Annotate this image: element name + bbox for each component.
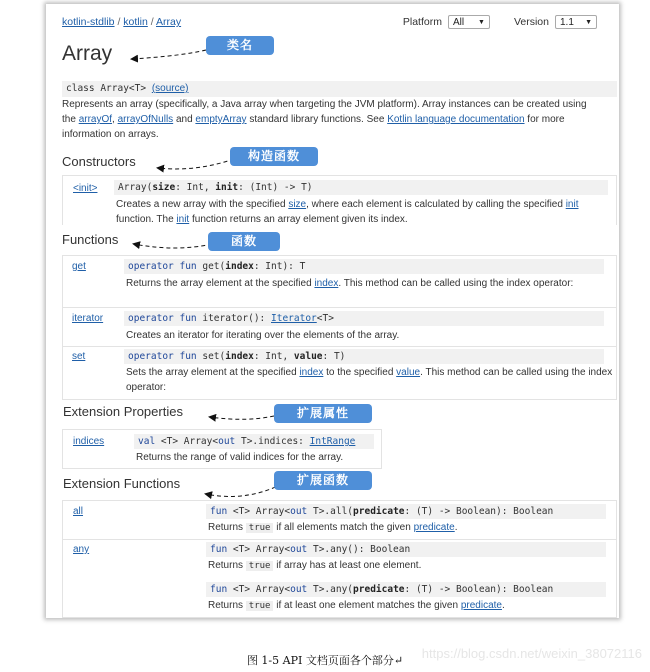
callout-arrows [46, 4, 619, 618]
keyword: operator fun [128, 313, 197, 324]
chevron-down-icon: ▼ [478, 18, 485, 26]
iterator-description: Creates an iterator for iterating over the elements of the array. [126, 330, 400, 341]
desc-text: . This method can be called using the index operator: [338, 278, 574, 289]
desc-text: Returns [208, 560, 246, 571]
desc-text: if all elements match the given [273, 522, 414, 533]
breadcrumb-root-link[interactable]: kotlin-stdlib [62, 16, 115, 28]
desc-text: Sets the array element at the specified [126, 367, 300, 378]
sig-text: : (T) -> Boolean): Boolean [404, 584, 554, 595]
sig-text: T>.indices: [235, 436, 310, 447]
kotlin-docs-link[interactable]: Kotlin language documentation [387, 114, 525, 125]
indices-description: Returns the range of valid indices for the array. [136, 452, 344, 463]
constructor-arrow [158, 159, 234, 169]
desc-text: . This method can be called using the index operator: [126, 367, 613, 393]
version-label: Version [513, 16, 549, 28]
desc-text: Returns the array element at the specified [126, 278, 315, 289]
intrange-link[interactable]: IntRange [309, 436, 356, 447]
source-link[interactable]: (source) [151, 83, 189, 94]
description-text: , [112, 114, 118, 125]
callout-class-name: 类名 [206, 36, 274, 55]
predicate-link[interactable]: predicate [413, 522, 455, 533]
breadcrumb-package-link[interactable]: kotlin [123, 16, 148, 28]
init-link[interactable]: init [565, 199, 579, 210]
value-link[interactable]: value [396, 367, 421, 378]
screenshot-frame [46, 4, 619, 618]
callout-constructor: 构造函数 [230, 147, 318, 166]
indices-link[interactable]: indices [73, 436, 105, 447]
keyword: operator fun [128, 261, 197, 272]
constructors-heading: Constructors [62, 154, 136, 169]
param-value: value [293, 351, 323, 362]
any-link[interactable]: any [73, 544, 90, 555]
predicate-link[interactable]: predicate [460, 600, 502, 611]
init-link[interactable]: init [176, 214, 190, 225]
keyword: fun [210, 584, 228, 595]
chevron-down-icon: ▼ [585, 18, 592, 26]
sig-text: : (Int) -> T) [238, 182, 313, 193]
desc-text: Returns [208, 600, 246, 611]
description-text: standard library functions. See [246, 114, 388, 125]
extension-properties-heading: Extension Properties [63, 404, 183, 419]
emptyarray-link[interactable]: emptyArray [195, 114, 247, 125]
param-predicate: predicate [353, 584, 405, 595]
sig-text: : Int, [253, 351, 294, 362]
sig-text: <T> Array< [227, 584, 291, 595]
breadcrumb-separator: / [147, 16, 156, 28]
sig-text: : Int, [175, 182, 216, 193]
callout-ext-funcs: 扩展函数 [274, 471, 372, 490]
desc-text: Creates a new array with the specified [116, 199, 289, 210]
desc-text: if array has at least one element. [273, 560, 422, 571]
sig-text: get( [196, 261, 226, 272]
set-link[interactable]: set [72, 351, 86, 362]
arrayofnulls-link[interactable]: arrayOfNulls [117, 114, 174, 125]
page-title: Array [62, 42, 113, 65]
keyword: out [290, 544, 308, 555]
param-size: size [152, 182, 176, 193]
sig-text: <T> Array< [155, 436, 219, 447]
class-signature: Array<T> [94, 83, 152, 94]
sig-text: : Int): T [253, 261, 306, 272]
keyword: fun [210, 544, 228, 555]
ext-funcs-arrow [206, 484, 282, 496]
sig-text: T>.any( [307, 584, 354, 595]
sig-text: T>.all( [307, 506, 354, 517]
param-init: init [215, 182, 239, 193]
watermark: https://blog.csdn.net/weixin_38072116 [421, 646, 642, 661]
description-text: and [173, 114, 196, 125]
functions-arrow [134, 244, 212, 248]
class-name-arrow [132, 50, 206, 59]
inline-code: true [246, 523, 274, 533]
arrayof-link[interactable]: arrayOf [78, 114, 113, 125]
index-link[interactable]: index [299, 367, 324, 378]
sig-text: Array( [118, 182, 153, 193]
sig-text: T>.any(): Boolean [307, 544, 411, 555]
platform-value: All [452, 16, 465, 28]
extension-functions-heading: Extension Functions [63, 476, 181, 491]
keyword: fun [210, 506, 228, 517]
keyword: out [290, 584, 308, 595]
platform-label: Platform [402, 16, 442, 28]
desc-text: , where each element is calculated by calling the specified [306, 199, 566, 210]
functions-heading: Functions [62, 232, 119, 247]
inline-code: true [246, 601, 274, 611]
desc-text: function returns an array element given its index. [189, 214, 408, 225]
sig-text: : (T) -> Boolean): Boolean [404, 506, 554, 517]
desc-text: Returns [208, 522, 246, 533]
iterator-type-link[interactable]: Iterator [271, 313, 317, 324]
sig-text: : T) [322, 351, 346, 362]
sig-text: <T> Array< [227, 544, 291, 555]
param-index: index [225, 351, 254, 362]
desc-text: if at least one element matches the given [273, 600, 461, 611]
figure-caption: 图 1-5 API 文档页面各个部分↵ [246, 654, 404, 667]
callout-functions: 函数 [208, 232, 280, 251]
init-link[interactable]: <init> [73, 183, 98, 194]
index-link[interactable]: index [314, 278, 339, 289]
desc-text: function. The [116, 214, 177, 225]
desc-text: . [454, 522, 458, 533]
param-predicate: predicate [353, 506, 405, 517]
sig-text: <T> Array< [227, 506, 291, 517]
size-link[interactable]: size [288, 199, 307, 210]
all-link[interactable]: all [73, 506, 84, 517]
version-value: 1.1 [560, 16, 574, 28]
description-text: Represents an array (specifically, a Java array when targeting the JVM platform). Array instances can be created using the [62, 99, 587, 125]
sig-text: <T> [316, 313, 334, 324]
breadcrumb-separator: / [114, 16, 124, 28]
description-text: for more information on arrays. [62, 114, 565, 140]
inline-code: true [246, 561, 274, 571]
keyword: val [138, 436, 156, 447]
callout-ext-props: 扩展属性 [274, 404, 372, 423]
get-link[interactable]: get [72, 261, 86, 272]
keyword: operator fun [128, 351, 197, 362]
keyword: out [290, 506, 308, 517]
breadcrumb-current-link[interactable]: Array [156, 16, 182, 28]
class-keyword: class [66, 83, 95, 94]
param-index: index [225, 261, 254, 272]
iterator-link[interactable]: iterator [72, 313, 104, 324]
api-doc-page [46, 4, 619, 618]
keyword: out [218, 436, 236, 447]
desc-text: . [501, 600, 505, 611]
ext-props-arrow [210, 416, 274, 419]
sig-text: iterator(): [196, 313, 271, 324]
desc-text: to the specified [323, 367, 397, 378]
sig-text: set( [196, 351, 226, 362]
